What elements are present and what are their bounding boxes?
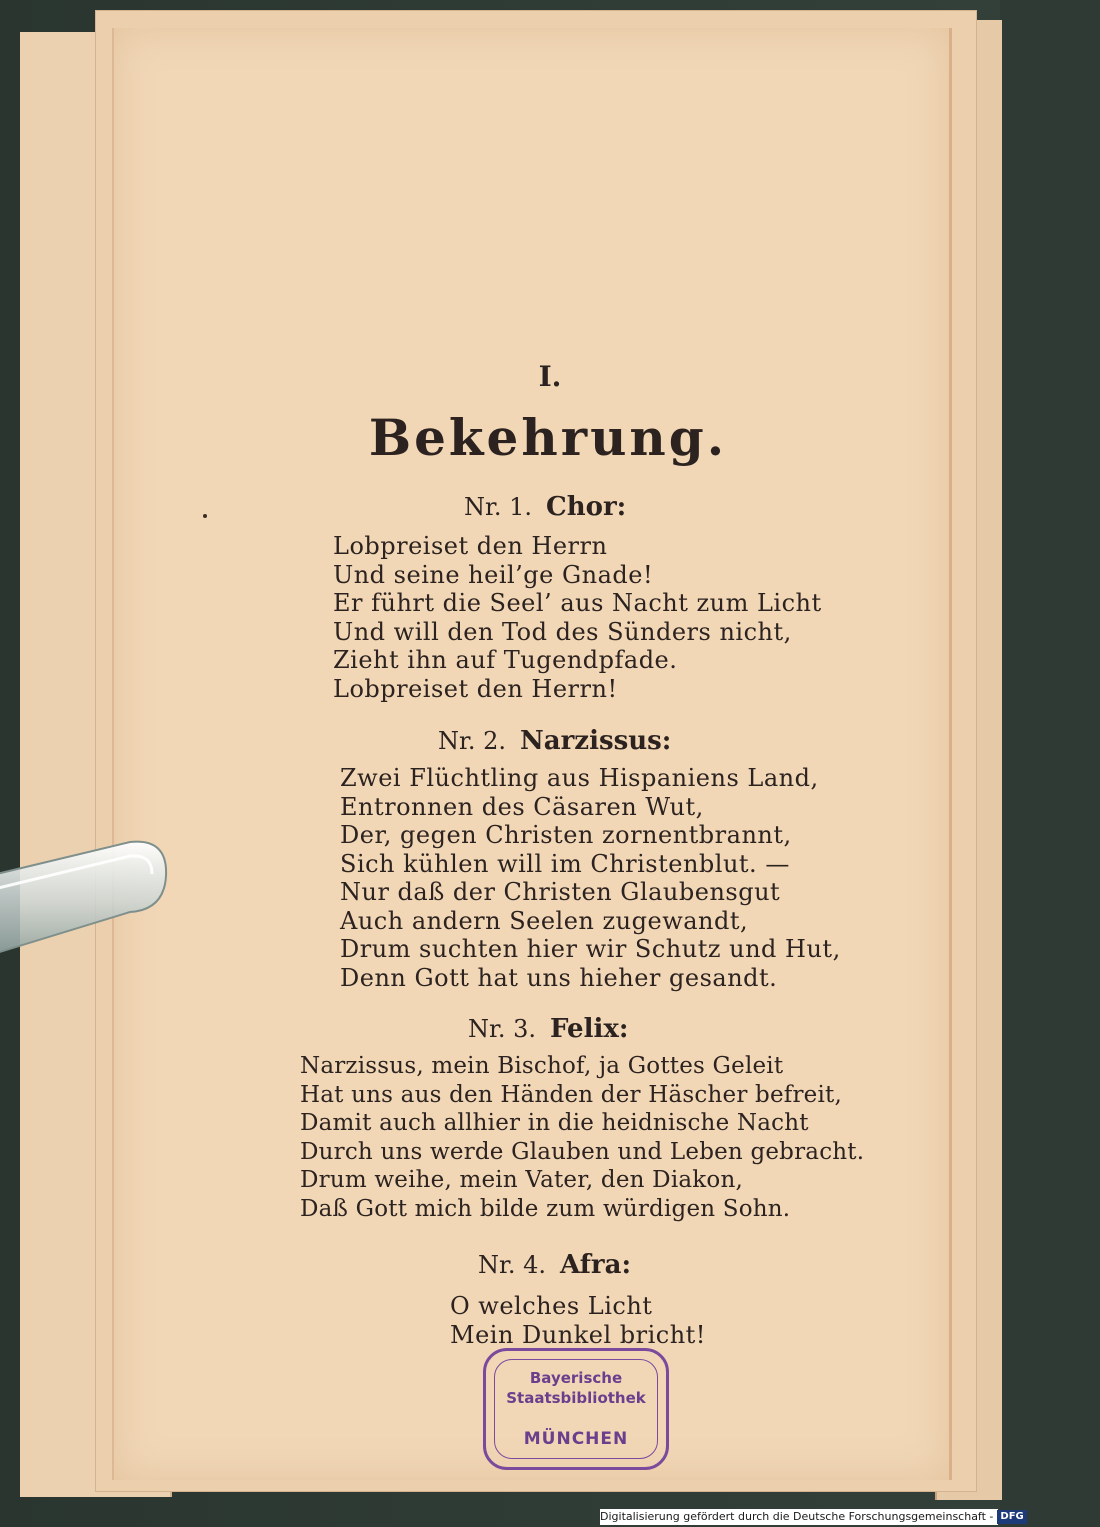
piece-number: Nr. 2. — [438, 727, 506, 755]
verse-line: Daß Gott mich bilde zum würdigen Sohn. — [300, 1195, 791, 1222]
section-title: Bekehrung. — [368, 408, 728, 467]
verse-line: Und will den Tod des Sünders nicht, — [333, 617, 792, 646]
piece-heading-1 — [464, 492, 626, 522]
verse-line: Hat uns aus den Händen der Häscher befreit, — [300, 1081, 842, 1108]
verse-line: Sich kühlen will im Christenblut. — — [340, 849, 790, 878]
verse-line: O welches Licht — [450, 1292, 653, 1320]
verse-block-4 — [450, 1292, 706, 1349]
verse-line: Zieht ihn auf Tugendpfade. — [333, 646, 678, 674]
verse-line: Entronnen des Cäsaren Wut, — [340, 792, 704, 821]
verse-line: Drum weihe, mein Vater, den Diakon, — [300, 1167, 744, 1193]
verse-line: Lobpreiset den Herrn! — [333, 674, 618, 703]
verse-block-2 — [340, 764, 841, 992]
verse-line: Durch uns werde Glauben und Leben gebracht. — [300, 1138, 865, 1165]
piece-heading-2 — [438, 726, 671, 756]
section-number: I. — [538, 360, 562, 393]
piece-number: Nr. 4. — [478, 1251, 546, 1279]
verse-line: Damit auch allhier in die heidnische Nacht — [300, 1110, 809, 1136]
piece-speaker: Chor: — [546, 492, 627, 522]
verse-block-1 — [333, 532, 822, 703]
stamp-line-2: Staatsbibliothek — [506, 1389, 646, 1407]
piece-number: Nr. 3. — [468, 1015, 536, 1043]
verse-line: Mein Dunkel bricht! — [450, 1320, 706, 1349]
verse-line: Drum suchten hier wir Schutz und Hut, — [340, 935, 841, 963]
verse-line: Der, gegen Christen zornentbrannt, — [340, 821, 792, 849]
library-stamp — [483, 1348, 669, 1470]
piece-heading-3 — [468, 1014, 628, 1044]
verse-line: Denn Gott hat uns hieher gesandt. — [340, 963, 778, 992]
piece-heading-4 — [478, 1250, 631, 1280]
glass-clip — [0, 838, 170, 958]
digitization-footer — [600, 1509, 1024, 1525]
verse-line: Nur daß der Christen Glaubensgut — [340, 878, 781, 906]
piece-speaker: Narzissus: — [520, 726, 672, 756]
verse-line: Er führt die Seel’ aus Nacht zum Licht — [333, 589, 822, 617]
ink-spot — [203, 514, 207, 518]
verse-line: Lobpreiset den Herrn — [333, 532, 608, 560]
dfg-logo: DFG — [997, 1510, 1026, 1524]
verse-line: Zwei Flüchtling aus Hispaniens Land, — [340, 764, 819, 792]
piece-number: Nr. 1. — [464, 493, 532, 521]
verse-line: Und seine heil’ge Gnade! — [333, 560, 654, 589]
verse-line: Narzissus, mein Bischof, ja Gottes Geleit — [300, 1053, 784, 1079]
verse-line: Auch andern Seelen zugewandt, — [340, 906, 749, 935]
verse-block-3 — [300, 1052, 864, 1223]
piece-speaker: Felix: — [550, 1014, 629, 1044]
stamp-line-1: Bayerische — [529, 1369, 623, 1387]
piece-speaker: Afra: — [560, 1250, 632, 1280]
stamp-line-3: MÜNCHEN — [523, 1429, 629, 1449]
footer-text: Digitalisierung gefördert durch die Deutsche Forschungsgemeinschaft - — [600, 1510, 994, 1523]
